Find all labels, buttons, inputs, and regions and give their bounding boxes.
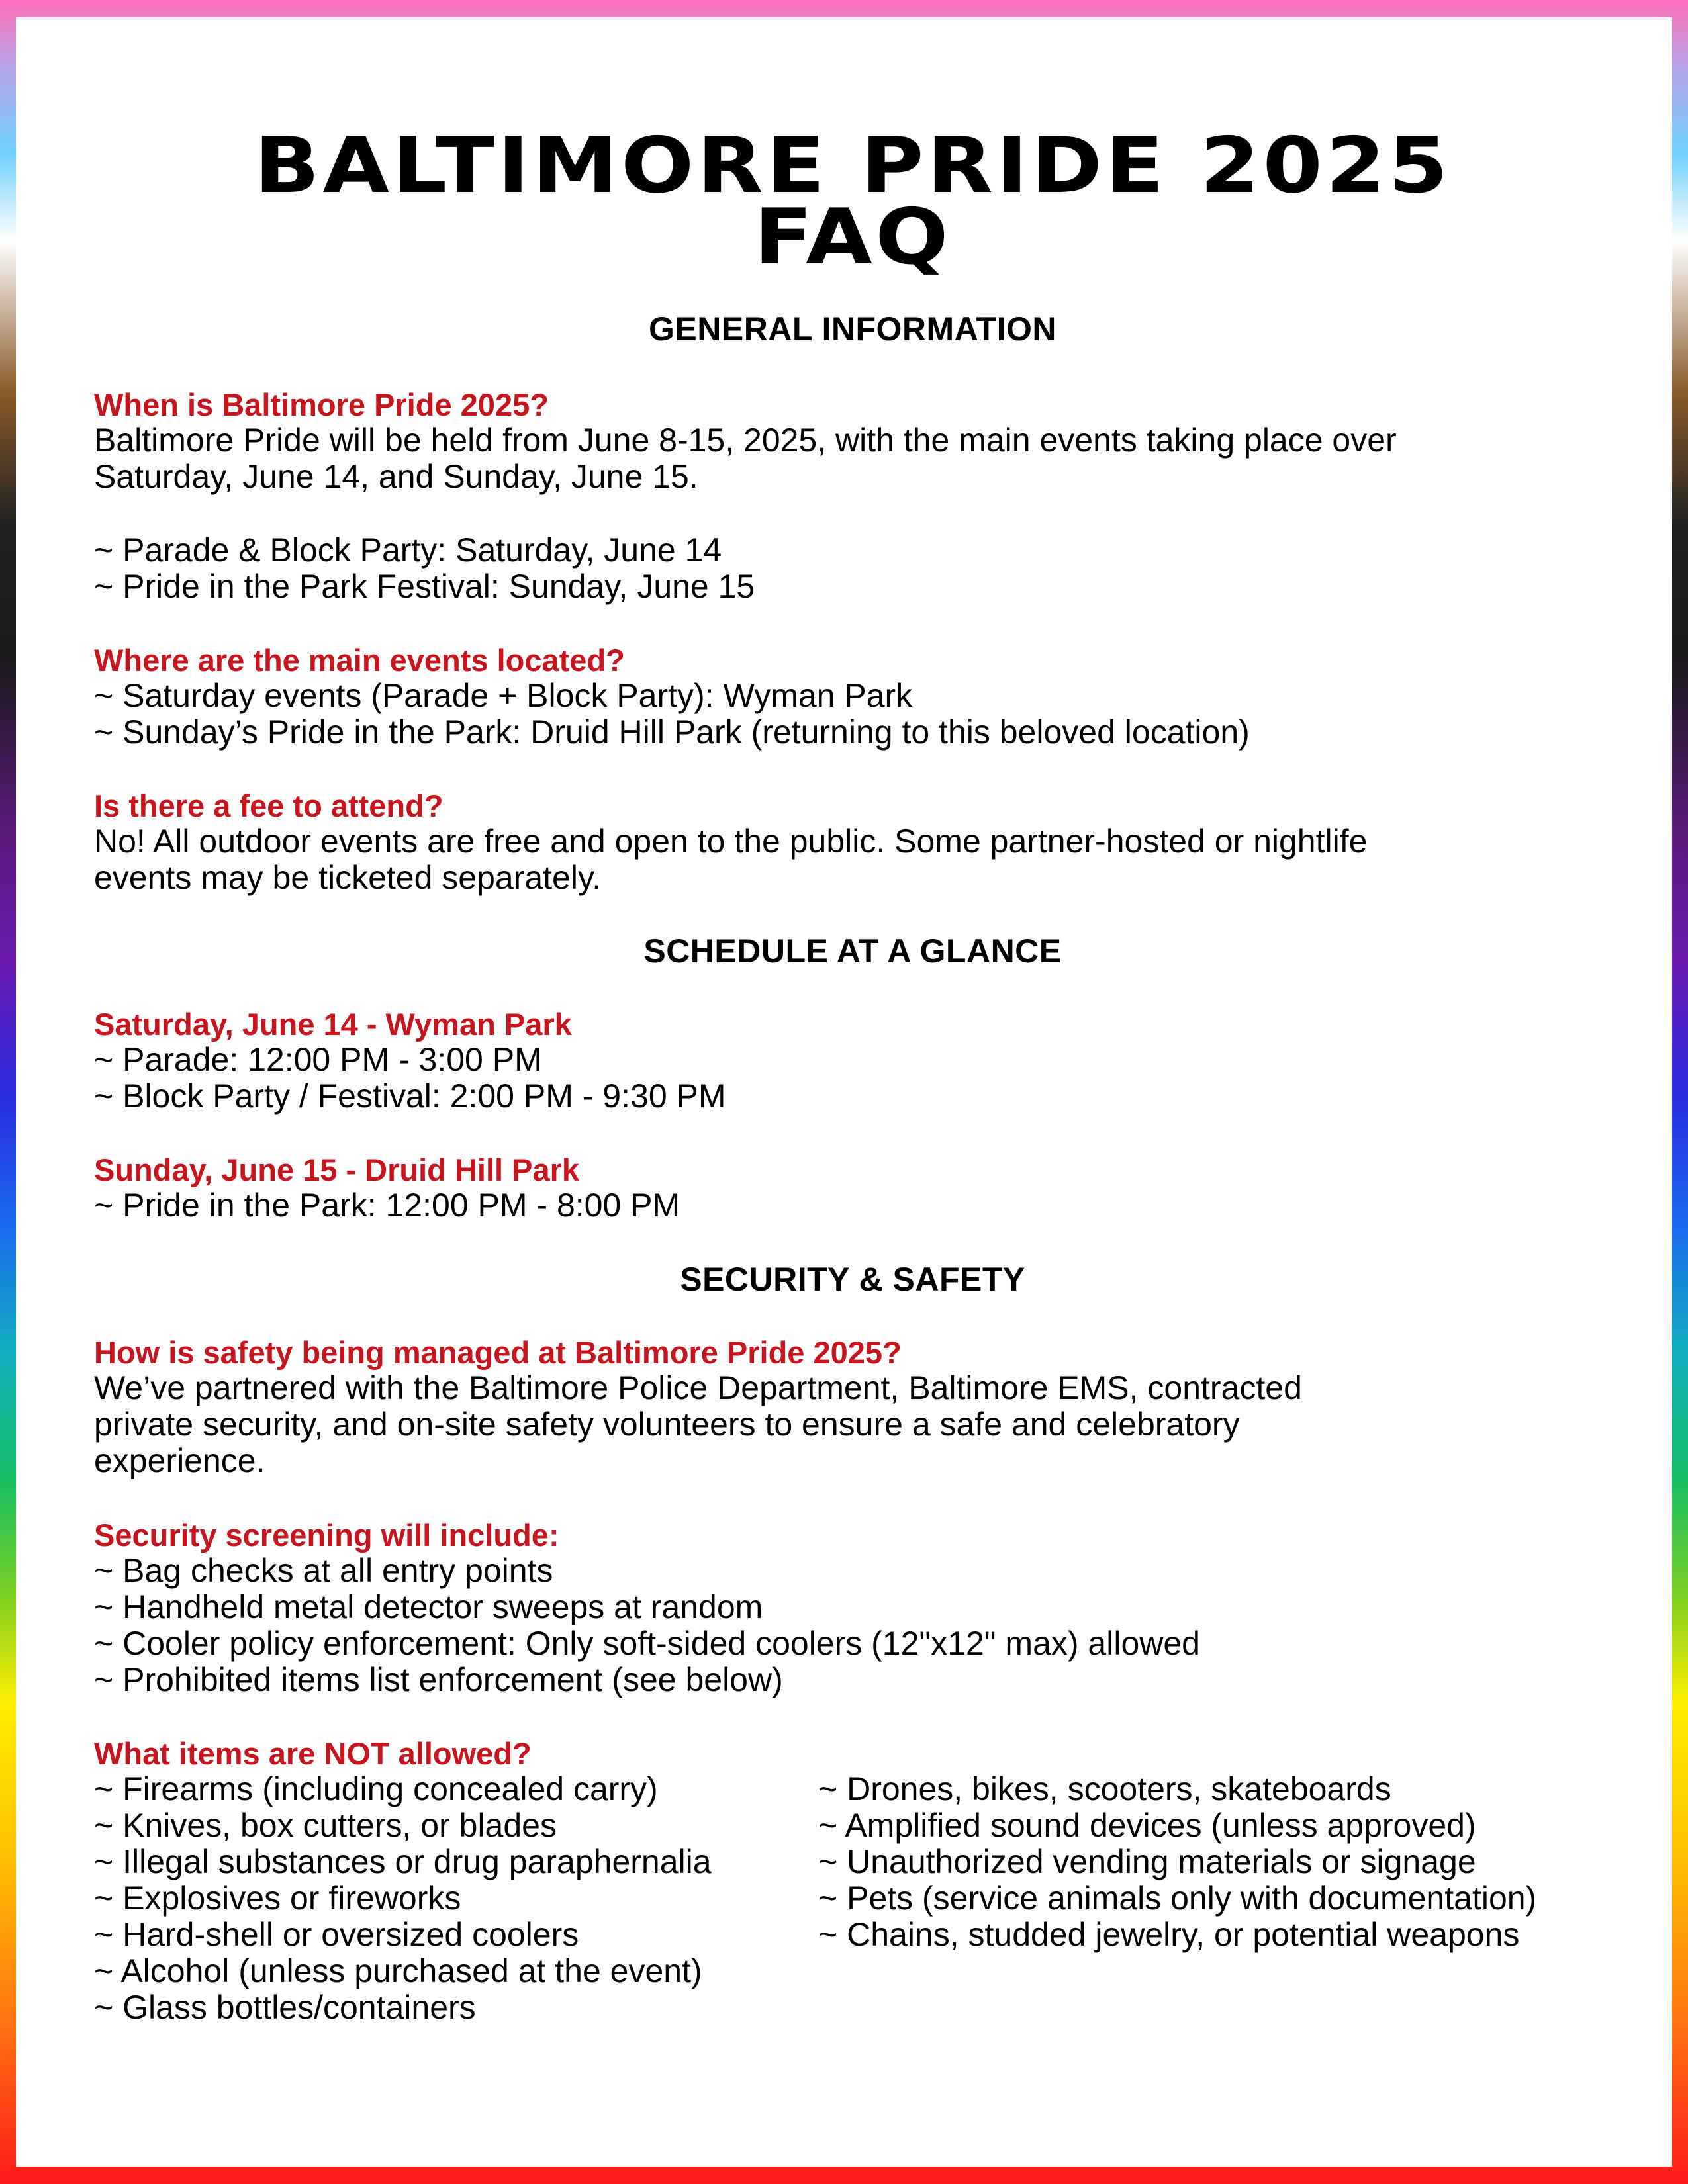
saturday-title: Saturday, June 14 - Wyman Park	[94, 1007, 572, 1042]
question-safety: How is safety being managed at Baltimore Pride 2025?	[94, 1335, 902, 1370]
list-item: ~ Pets (service animals only with documentation)	[818, 1880, 1537, 1917]
sunday-schedule-list	[94, 1187, 680, 1224]
security-heading: SECURITY & SAFETY	[680, 1261, 1025, 1298]
list-item: ~ Handheld metal detector sweeps at random	[94, 1588, 763, 1625]
answer-safety	[94, 1370, 1302, 1479]
question-not-allowed: What items are NOT allowed?	[94, 1736, 532, 1771]
answer-fee	[94, 823, 1367, 896]
list-item: ~ Pride in the Park Festival: Sunday, June 15	[94, 568, 755, 605]
prohibited-items-right	[818, 1771, 1536, 1953]
saturday-schedule-list	[94, 1042, 726, 1115]
screening-title: Security screening will include:	[94, 1518, 559, 1553]
faq-page	[16, 17, 1672, 2167]
list-item: ~ Hard-shell or oversized coolers	[94, 1916, 579, 1953]
general-information-heading: GENERAL INFORMATION	[649, 310, 1056, 347]
answer-when	[94, 422, 1397, 495]
answer-line: experience.	[94, 1442, 265, 1479]
answer-line: private security, and on-site safety volunteers to ensure a safe and celebratory	[94, 1406, 1240, 1443]
list-item: ~ Unauthorized vending materials or signage	[818, 1843, 1476, 1880]
schedule-heading: SCHEDULE AT A GLANCE	[643, 933, 1062, 970]
question-where: Where are the main events located?	[94, 643, 625, 678]
list-item: ~ Prohibited items list enforcement (see below)	[94, 1661, 783, 1698]
list-item: ~ Bag checks at all entry points	[94, 1552, 553, 1589]
list-item: ~ Glass bottles/containers	[94, 1989, 476, 2026]
page-subtitle: FAQ	[753, 193, 952, 282]
list-item: ~ Alcohol (unless purchased at the event)	[94, 1952, 702, 1989]
list-item: ~ Amplified sound devices (unless approved)	[818, 1807, 1476, 1844]
answer-line: Saturday, June 14, and Sunday, June 15.	[94, 458, 698, 495]
event-locations-list	[94, 678, 1250, 751]
answer-line: Baltimore Pride will be held from June 8-15, 2025, with the main events taking place over	[94, 422, 1397, 459]
question-when: When is Baltimore Pride 2025?	[94, 387, 549, 422]
screening-list	[94, 1553, 1200, 1698]
sunday-title: Sunday, June 15 - Druid Hill Park	[94, 1152, 580, 1187]
prohibited-items-left	[94, 1771, 712, 2026]
list-item: ~ Illegal substances or drug paraphernalia	[94, 1843, 712, 1880]
list-item: ~ Pride in the Park: 12:00 PM - 8:00 PM	[94, 1187, 680, 1224]
list-item: ~ Drones, bikes, scooters, skateboards	[818, 1770, 1391, 1807]
list-item: ~ Firearms (including concealed carry)	[94, 1770, 658, 1807]
list-item: ~ Parade & Block Party: Saturday, June 14	[94, 531, 722, 569]
list-item: ~ Block Party / Festival: 2:00 PM - 9:30 PM	[94, 1077, 726, 1115]
page-title: BALTIMORE PRIDE 2025	[254, 121, 1452, 210]
list-item: ~ Sunday’s Pride in the Park: Druid Hill Park (returning to this beloved location)	[94, 713, 1250, 751]
answer-line: We’ve partnered with the Baltimore Police Department, Baltimore EMS, contracted	[94, 1369, 1302, 1406]
question-fee: Is there a fee to attend?	[94, 788, 444, 823]
list-item: ~ Explosives or fireworks	[94, 1880, 461, 1917]
list-item: ~ Knives, box cutters, or blades	[94, 1807, 557, 1844]
event-dates-list	[94, 532, 755, 605]
list-item: ~ Chains, studded jewelry, or potential weapons	[818, 1916, 1520, 1953]
answer-line: No! All outdoor events are free and open to the public. Some partner-hosted or nightlife	[94, 823, 1368, 860]
list-item: ~ Parade: 12:00 PM - 3:00 PM	[94, 1041, 542, 1078]
answer-line: events may be ticketed separately.	[94, 859, 602, 896]
list-item: ~ Cooler policy enforcement: Only soft-sided coolers (12"x12" max) allowed	[94, 1625, 1200, 1662]
list-item: ~ Saturday events (Parade + Block Party): Wyman Park	[94, 677, 913, 714]
